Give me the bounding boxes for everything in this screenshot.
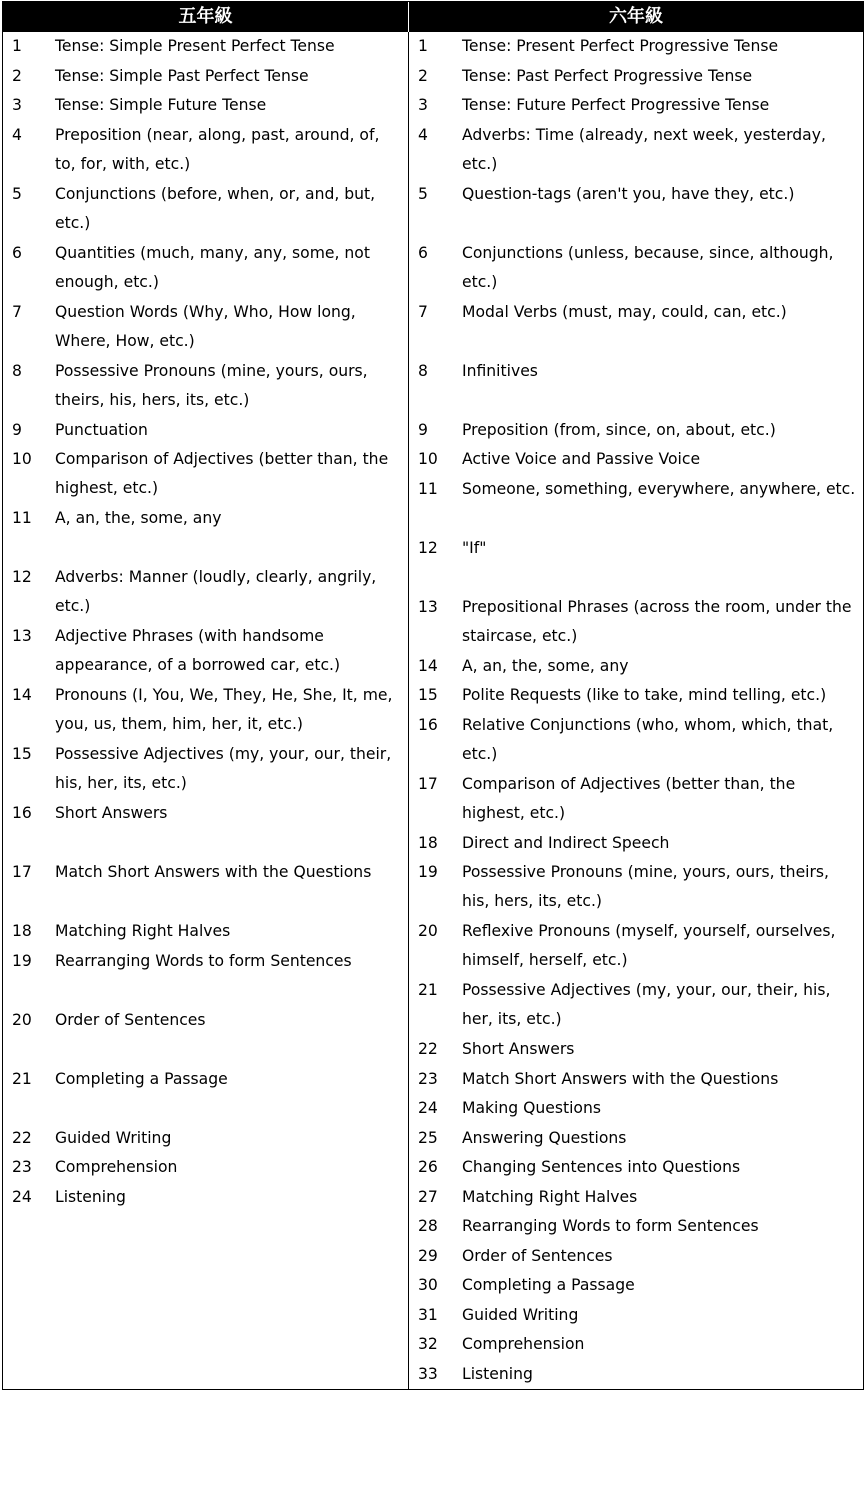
list-item <box>409 1330 863 1360</box>
list-item <box>409 475 863 534</box>
item-text: Comparison of Adjectives (better than, the highest, etc.) <box>462 774 796 822</box>
list-item <box>409 976 863 1035</box>
item-text: Preposition (from, since, on, about, etc.) <box>462 420 776 439</box>
list-item <box>409 1301 863 1331</box>
item-text: Question-tags (aren't you, have they, etc.) <box>462 184 795 203</box>
item-number: 4 <box>12 125 22 144</box>
item-number: 22 <box>12 1128 32 1147</box>
list-item <box>3 1124 408 1154</box>
item-text: Conjunctions (unless, because, since, although, etc.) <box>462 243 834 291</box>
item-number: 4 <box>418 125 428 144</box>
item-text: Adverbs: Time (already, next week, yesterday, etc.) <box>462 125 826 173</box>
item-number: 5 <box>418 184 428 203</box>
item-text: Reflexive Pronouns (myself, yourself, ourselves, himself, herself, etc.) <box>462 922 836 969</box>
list-item <box>3 1065 408 1124</box>
grade6-header: 六年級 <box>609 6 663 27</box>
item-number: 2 <box>12 66 22 85</box>
list-item <box>409 711 863 770</box>
list-item <box>3 740 408 799</box>
item-number: 9 <box>12 420 22 439</box>
item-number: 12 <box>418 538 438 557</box>
list-item <box>409 681 863 711</box>
list-item <box>3 799 408 858</box>
item-number: 10 <box>418 450 438 468</box>
item-text: Order of Sentences <box>462 1246 613 1265</box>
item-number: 18 <box>418 833 438 852</box>
list-item <box>3 563 408 622</box>
item-text: Match Short Answers with the Questions <box>462 1069 779 1088</box>
item-text: Changing Sentences into Questions <box>462 1158 741 1176</box>
list-item <box>409 917 863 976</box>
list-item <box>409 91 863 121</box>
list-item <box>409 1360 863 1390</box>
item-number: 31 <box>418 1305 438 1324</box>
list-item <box>3 239 408 298</box>
item-number: 16 <box>418 715 438 734</box>
item-number: 24 <box>418 1099 438 1117</box>
list-item <box>409 1035 863 1065</box>
item-number: 8 <box>12 361 22 380</box>
item-text: Making Questions <box>462 1099 601 1117</box>
item-text: Answering Questions <box>462 1128 627 1147</box>
list-item <box>3 416 408 446</box>
item-number: 13 <box>418 597 438 616</box>
item-text: Listening <box>462 1364 533 1383</box>
list-item <box>3 357 408 416</box>
item-number: 9 <box>418 420 428 439</box>
list-item <box>3 947 408 1006</box>
grade5-header: 五年級 <box>3 2 409 32</box>
list-item <box>409 593 863 652</box>
list-item <box>409 445 863 475</box>
grade6-column <box>409 32 863 1389</box>
list-item <box>3 1153 408 1183</box>
list-item <box>3 917 408 947</box>
item-number: 17 <box>418 774 438 793</box>
item-number: 19 <box>418 863 438 881</box>
list-item <box>409 652 863 682</box>
item-number: 13 <box>12 627 32 645</box>
item-text: Someone, something, everywhere, anywhere, etc. <box>462 479 856 498</box>
item-text: Tense: Simple Past Perfect Tense <box>55 66 309 85</box>
item-number: 22 <box>418 1040 438 1058</box>
list-item <box>409 534 863 593</box>
item-text: A, an, the, some, any <box>55 509 222 527</box>
item-text: Tense: Simple Present Perfect Tense <box>55 37 335 55</box>
item-text: Match Short Answers with the Questions <box>55 863 372 881</box>
item-text: Active Voice and Passive Voice <box>462 450 701 468</box>
item-text: Short Answers <box>462 1040 575 1058</box>
item-number: 6 <box>12 243 22 262</box>
item-text: Quantities (much, many, any, some, not enough, etc.) <box>55 243 370 291</box>
item-number: 1 <box>12 37 22 55</box>
list-item <box>3 91 408 121</box>
list-item <box>409 62 863 92</box>
item-number: 21 <box>12 1069 32 1088</box>
item-number: 12 <box>12 568 32 586</box>
list-item <box>409 1271 863 1301</box>
item-number: 6 <box>418 243 428 262</box>
item-number: 26 <box>418 1158 438 1176</box>
list-item <box>409 1242 863 1272</box>
item-text: Possessive Adjectives (my, your, our, their, his, her, its, etc.) <box>55 745 392 792</box>
item-text: Possessive Pronouns (mine, yours, ours, theirs, his, hers, its, etc.) <box>462 863 829 910</box>
item-number: 8 <box>418 361 428 380</box>
item-text: Question Words (Why, Who, How long, Where, How, etc.) <box>55 302 356 350</box>
item-number: 20 <box>418 922 438 940</box>
item-number: 30 <box>418 1276 438 1294</box>
item-number: 18 <box>12 922 32 940</box>
item-number: 1 <box>418 37 428 55</box>
item-text: Guided Writing <box>55 1128 172 1147</box>
item-number: 14 <box>418 656 438 675</box>
item-text: Conjunctions (before, when, or, and, but, etc.) <box>55 184 376 232</box>
list-item <box>3 62 408 92</box>
item-text: Direct and Indirect Speech <box>462 833 670 852</box>
item-number: 11 <box>418 479 438 498</box>
item-text: Pronouns (I, You, We, They, He, She, It, me, you, us, them, him, her, it, etc.) <box>55 686 393 733</box>
item-text: Modal Verbs (must, may, could, can, etc.) <box>462 302 787 321</box>
item-text: Adverbs: Manner (loudly, clearly, angrily, etc.) <box>55 568 377 615</box>
list-item <box>3 504 408 563</box>
item-number: 28 <box>418 1217 438 1235</box>
item-text: Listening <box>55 1187 126 1206</box>
item-text: Infinitives <box>462 361 538 380</box>
item-text: Tense: Present Perfect Progressive Tense <box>462 37 779 55</box>
item-number: 24 <box>12 1187 32 1206</box>
item-number: 2 <box>418 66 428 85</box>
item-text: Rearranging Words to form Sentences <box>462 1217 759 1235</box>
item-text: Rearranging Words to form Sentences <box>55 951 352 970</box>
item-number: 25 <box>418 1128 438 1147</box>
item-text: Guided Writing <box>462 1305 579 1324</box>
list-item <box>3 681 408 740</box>
list-item <box>409 180 863 239</box>
item-text: Order of Sentences <box>55 1010 206 1029</box>
list-item <box>3 121 408 180</box>
list-item <box>409 32 863 62</box>
item-number: 11 <box>12 509 32 527</box>
item-text: Prepositional Phrases (across the room, under the staircase, etc.) <box>462 597 852 645</box>
item-number: 14 <box>12 686 32 704</box>
list-item <box>3 1183 408 1213</box>
list-item <box>3 858 408 917</box>
item-number: 33 <box>418 1364 438 1383</box>
item-text: Punctuation <box>55 420 148 439</box>
item-text: Tense: Future Perfect Progressive Tense <box>462 96 770 114</box>
item-number: 15 <box>12 745 32 763</box>
item-number: 15 <box>418 686 438 704</box>
item-number: 5 <box>12 184 22 203</box>
item-text: Comprehension <box>55 1158 178 1176</box>
table-body <box>3 32 863 1389</box>
item-number: 27 <box>418 1187 438 1206</box>
list-item <box>409 357 863 416</box>
list-item <box>409 829 863 859</box>
item-text: Tense: Simple Future Tense <box>55 96 267 114</box>
item-number: 23 <box>418 1069 438 1088</box>
list-item <box>409 416 863 446</box>
list-item <box>409 1124 863 1154</box>
list-item <box>409 1212 863 1242</box>
item-number: 20 <box>12 1010 32 1029</box>
item-number: 19 <box>12 951 32 970</box>
item-text: Comprehension <box>462 1335 585 1353</box>
list-item <box>409 1183 863 1213</box>
item-text: Matching Right Halves <box>55 922 231 940</box>
list-item <box>409 121 863 180</box>
item-text: "If" <box>462 538 487 557</box>
item-text: Relative Conjunctions (who, whom, which, that, etc.) <box>462 715 834 763</box>
list-item <box>409 1065 863 1095</box>
item-number: 3 <box>418 96 428 114</box>
item-text: A, an, the, some, any <box>462 656 629 675</box>
item-text: Preposition (near, along, past, around, of, to, for, with, etc.) <box>55 125 380 173</box>
item-text: Completing a Passage <box>55 1069 228 1088</box>
item-text: Completing a Passage <box>462 1276 635 1294</box>
list-item <box>3 298 408 357</box>
list-item <box>409 298 863 357</box>
item-text: Adjective Phrases (with handsome appearance, of a borrowed car, etc.) <box>55 627 341 674</box>
list-item <box>3 32 408 62</box>
item-text: Comparison of Adjectives (better than, the highest, etc.) <box>55 450 389 497</box>
list-item <box>409 239 863 298</box>
list-item <box>3 622 408 681</box>
item-number: 17 <box>12 863 32 881</box>
item-text: Short Answers <box>55 804 168 822</box>
item-number: 16 <box>12 804 32 822</box>
list-item <box>409 770 863 829</box>
item-number: 21 <box>418 981 438 999</box>
item-text: Tense: Past Perfect Progressive Tense <box>462 66 753 85</box>
item-number: 32 <box>418 1335 438 1353</box>
item-text: Matching Right Halves <box>462 1187 638 1206</box>
item-number: 3 <box>12 96 22 114</box>
grade5-column <box>3 32 409 1389</box>
item-number: 23 <box>12 1158 32 1176</box>
item-text: Possessive Pronouns (mine, yours, ours, theirs, his, hers, its, etc.) <box>55 361 368 409</box>
item-number: 10 <box>12 450 32 468</box>
list-item <box>3 180 408 239</box>
list-item <box>409 1094 863 1124</box>
table-header <box>3 2 863 32</box>
item-text: Possessive Adjectives (my, your, our, their, his, her, its, etc.) <box>462 981 831 1028</box>
list-item <box>409 1153 863 1183</box>
item-text: Polite Requests (like to take, mind telling, etc.) <box>462 686 827 704</box>
item-number: 7 <box>12 302 22 321</box>
list-item <box>3 445 408 504</box>
list-item <box>3 1006 408 1065</box>
syllabus-table <box>2 1 864 1390</box>
item-number: 7 <box>418 302 428 321</box>
list-item <box>409 858 863 917</box>
item-number: 29 <box>418 1246 438 1265</box>
